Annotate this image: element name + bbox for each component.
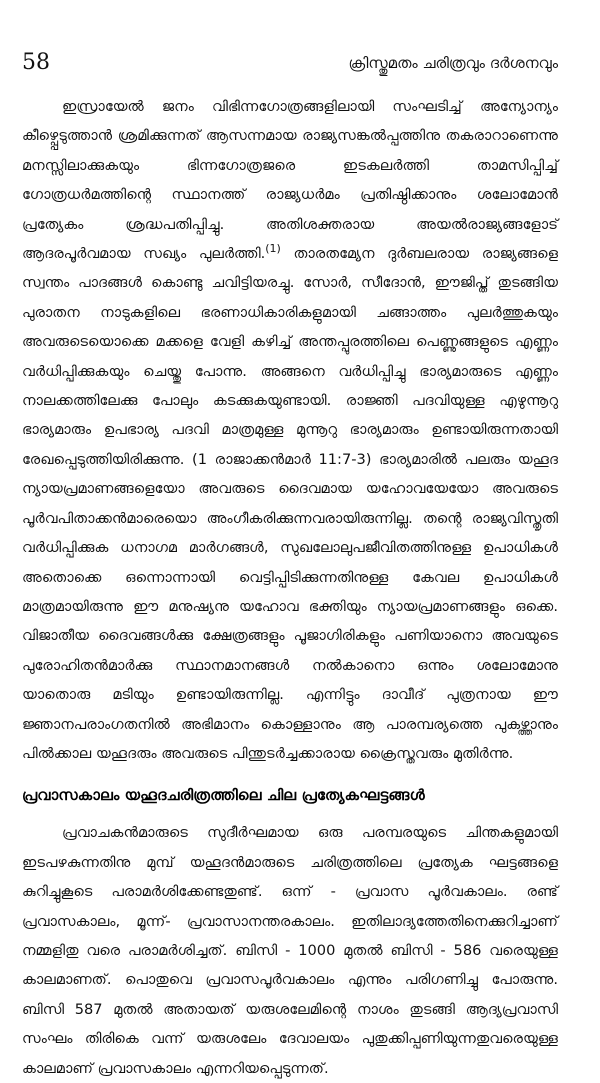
- section-heading: പ്രവാസകാലം യഹൂദചരിത്രത്തിലെ ചില പ്രത്യേകഘട്ടങ്ങൾ: [22, 786, 425, 805]
- running-title: ക്രിസ്തുമതം ചരിത്രവും ദർശനവും: [348, 54, 558, 72]
- paragraph-solomon: [22, 92, 558, 768]
- body-text: [22, 92, 558, 1083]
- page-number: 58: [22, 50, 50, 75]
- paragraph-text-part-1: ഇസ്രായേൽ ജനം വിഭിന്നഗോത്രങ്ങളിലായി സംഘടിച്ച് അന്യോന്യം കീഴ്പ്പെടുത്താൻ ശ്രമിക്കുന്നത് ആസന്നമായ രാജ്യസങ്കൽപ്പത്തിനു തകരാറാണെന്നു മനസ്സിലാക്കുകയും ഭിന്നഗോത്രജരെ ഇടകലർത്തി താമസിപ്പിച്ച് ഗോത്രധർമത്തിന്റെ സ്ഥാനത്ത് രാജ്യധർമം പ്രതിഷ്ഠിക്കാനും ശലോമോൻ പ്രത്യേകം ശ്രദ്ധപതിപ്പിച്ചു. അതിശക്തരായ അയൽരാജ്യങ്ങളോട് ആദരപൂർവമായ സഖ്യം പുലർത്തി.: [22, 98, 558, 263]
- footnote-marker: (1): [265, 242, 281, 256]
- paragraph-text-part-2: താരതമ്യേന ദുർബലരായ രാജ്യങ്ങളെ സ്വന്തം പാദങ്ങൾ കൊണ്ടു ചവിട്ടിയരച്ചു. സോർ, സീദോൻ, ഈജിപ്ത് തുടങ്ങിയ പുരാതന നാടുകളിലെ ഭരണാധികാരികളുമായി ചങ്ങാത്തം പുലർത്തുകയും അവരുടെയൊക്കെ മക്കളെ വേളി കഴിച്ച് അന്തപ്പുരത്തിലെ പെണ്ണുങ്ങളുടെ എണ്ണം വർധിപ്പിക്കുകയും ചെയ്തു പോന്നു. അങ്ങനെ വർധിപ്പിച്ചു ഭാര്യമാരുടെ എണ്ണം നാലക്കത്തിലേക്കു പോലും കടക്കുകയുണ്ടായി. രാജ്ഞി പദവിയുള്ള എഴുന്നൂറു ഭാര്യമാരും ഉപഭാര്യ പദവി മാത്രമുള്ള മുന്നൂറു ഭാര്യമാരും ഉണ്ടായിരുന്നതായി രേഖപ്പെടുത്തിയിരിക്കുന്നു. (1 രാജാക്കൻമാർ 11:7-3) ഭാര്യമാരിൽ പലരും യഹൂദ ന്യായപ്രമാണങ്ങളെയോ അവരുടെ ദൈവമായ യഹോവയേയോ അവരുടെ പൂർവപിതാക്കൻമാരെയൊ അംഗീകരിക്കുന്നവരായിരുന്നില്ല. തന്റെ രാജ്യവിസ്തൃതി വർധിപ്പിക്കുക ധനാഗമ മാർഗങ്ങൾ, സുഖലോലുപജീവിതത്തിനുള്ള ഉപാധികൾ അതൊക്കെ ഒന്നൊന്നായി വെട്ടിപ്പിടിക്കുന്നതിനുള്ള കേവല ഉപാധികൾ മാത്രമായിരുന്നു ഈ മനുഷ്യനു യഹോവ ഭക്തിയും ന്യായപ്രമാണങ്ങളും ഒക്കെ. വിജാതീയ ദൈവങ്ങൾക്കു ക്ഷേത്രങ്ങളും പൂജാഗിരികളും പണിയാനൊ അവയുടെ പുരോഹിതൻമാർക്കു സ്ഥാനമാനങ്ങൾ നൽകാനൊ ഒന്നും ശലോമോനു യാതൊരു മടിയും ഉണ്ടായിരുന്നില്ല. എന്നിട്ടും ദാവീദ് പുത്രനായ ഈ ജ്ഞാനപരാംഗതനിൽ അഭിമാനം കൊള്ളാനും ആ പാരമ്പര്യത്തെ പുകഴ്ത്താനും പിൽക്കാല യഹൂദരും അവരുടെ പിന്തുടർച്ചക്കാരായ ക്രൈസ്തവരും മുതിർന്നു.: [22, 245, 558, 762]
- page-header: [22, 50, 558, 90]
- paragraph-exile-periods: പ്രവാചകൻമാരുടെ സുദീർഘമായ ഒരു പരമ്പരയുടെ ചിന്തകളുമായി ഇടപഴകുന്നതിനു മുമ്പ് യഹൂദൻമാരുടെ ചരിത്രത്തിലെ പ്രത്യേക ഘട്ടങ്ങളെ കുറിച്ചുകൂടെ പരാമർശിക്കേണ്ടതുണ്ട്. ഒന്ന് - പ്രവാസ പൂർവകാലം. രണ്ട് പ്രവാസകാലം, മൂന്ന്- പ്രവാസാനന്തരകാലം. ഇതിലാദ്യത്തേതിനെക്കുറിച്ചാണ് നമ്മളിതു വരെ പരാമർശിച്ചത്. ബിസി - 1000 മുതൽ ബിസി - 586 വരെയുള്ള കാലമാണത്. പൊതുവെ പ്രവാസപൂർവകാലം എന്നും പരിഗണിച്ചു പോരുന്നു. ബിസി 587 മുതൽ അതായത് യരുശലേമിന്റെ നാശം തുടങ്ങി ആദ്യപ്രവാസി സംഘം തിരികെ വന്ന് യരുശലേം ദേവാലയം പുതുക്കിപ്പണിയുന്നതുവരെയുള്ള കാലമാണ് പ്രവാസകാലം എന്നറിയപ്പെടുന്നത്.: [22, 824, 558, 1077]
